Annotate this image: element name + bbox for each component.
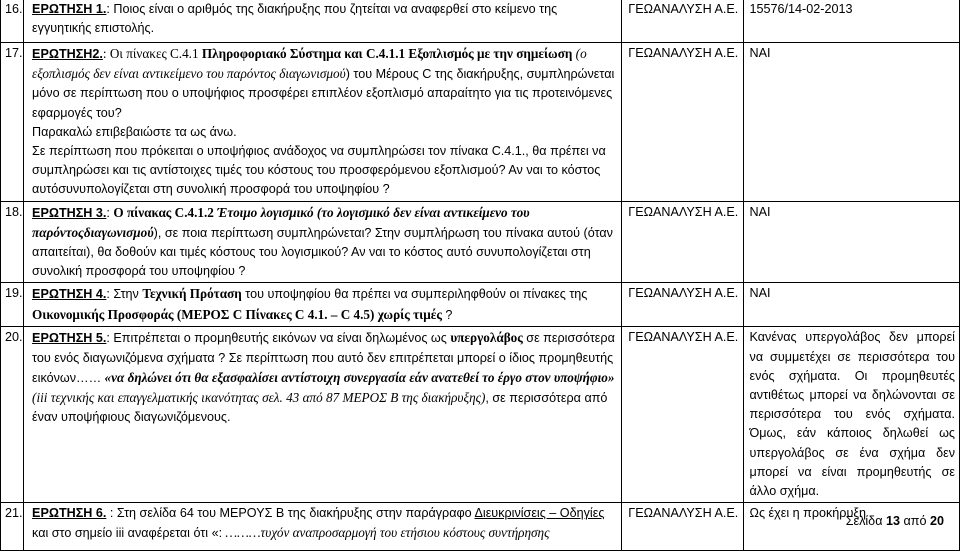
source-cell: ΓΕΩΑΝΑΛΥΣΗ Α.Ε. (622, 503, 743, 551)
question-text: Σε περίπτωση που πρόκειται ο υποψήφιος ανάδοχος να συμπληρώσει τον πίνακα C.4.1., θα πρέπει να συμπληρώσει και τις αντίστοιχες τιμές του κόστους του προσφερόμενου εξοπλισμού? Αν ναι το κόστος αυτόσυνυπολογίζεται στη συνολική προσφορά του υποψηφίου ? (32, 144, 606, 197)
question-text-bold: υπεργολάβος (450, 330, 523, 346)
source-cell: ΓΕΩΑΝΑΛΥΣΗ Α.Ε. (622, 201, 743, 283)
question-text-italic: ο εξοπλισμός δεν είναι αντικείμενο του παρόντος διαγωνισμού (32, 46, 587, 82)
answer-cell: Ως έχει η προκήρυξη (743, 503, 959, 551)
table-row (1, 283, 960, 327)
table-row (1, 201, 960, 283)
answer-cell: ΝΑΙ (743, 283, 959, 327)
source-cell: ΓΕΩΑΝΑΛΥΣΗ Α.Ε. (622, 43, 743, 202)
question-text: ), σε ποια περίπτωση συμπληρώνεται? Στην συμπλήρωση του πίνακα αυτού (όταν απαιτείται), θα δοθούν και τιμές κόστους του λογισμικού? Αν ναι το κόστος αυτό συνυπολογίζεται στη συνολική προσφορά του υποψηφίου ? (32, 225, 613, 279)
question-cell (24, 201, 622, 283)
question-label: ΕΡΩΤΗΣΗ 3. (32, 205, 107, 220)
question-text-bold: Πληροφοριακό Σύστημα και C.4.1.1 Εξοπλισμός με την σημείωση (201, 46, 573, 61)
answer-cell: 15576/14-02-2013 (743, 0, 959, 43)
question-text: : Στην (106, 287, 143, 302)
question-text: ( (572, 46, 581, 61)
table-row (1, 327, 960, 503)
question-cell (24, 43, 622, 202)
answer-cell: ΝΑΙ (743, 201, 959, 283)
question-text: , σε περισσότερα από έναν υποψήφιους διαγωνιζόμενους. (32, 391, 608, 425)
table-row (1, 0, 960, 43)
row-number: 17. (1, 43, 24, 202)
question-cell (24, 0, 622, 43)
question-text: Παρακαλώ επιβεβαιώστε τα ως άνω. (32, 124, 237, 139)
page-separator: από (900, 514, 930, 528)
row-number: 18. (1, 201, 24, 283)
question-text-bold-italic: Έτοιμο λογισμικό (το λογισμικό (217, 204, 394, 220)
source-cell: ΓΕΩΑΝΑΛΥΣΗ Α.Ε. (622, 0, 743, 43)
question-text: : Οι πίνακες C.4.1 (102, 46, 202, 61)
answer-cell: Κανένας υπεργολάβος δεν μπορεί να συμμετέχει σε περισσότερα του ενός σχήματα. Οι προμηθευτές αντιθέτως μπορεί να δηλώνονται σε περισσότερα του ενός σχήματα. Όμως, εάν κάποιος δηλωθεί ως υπεργολάβος σε ένα σχήμα δεν μπορεί να είναι προμηθευτής σε άλλο σχήμα. (743, 327, 959, 503)
table-row (1, 43, 960, 202)
table-row (1, 503, 960, 551)
question-text-underlined: Διευκρινίσεις – Οδηγίες (474, 506, 605, 521)
question-cell (24, 503, 622, 551)
question-text: του υποψηφίου θα πρέπει να συμπεριληφθούν οι πίνακες της (241, 287, 588, 302)
page-label: Σελίδα (845, 514, 886, 528)
source-cell: ΓΕΩΑΝΑΛΥΣΗ Α.Ε. (622, 327, 743, 503)
question-text: : Ποιος είναι ο αριθμός της διακήρυξης που ζητείται να αναφερθεί στο κείμενο της εγγυητικής επιστολής. (32, 2, 558, 36)
question-text-bold: Τεχνική Πρόταση (142, 286, 242, 302)
row-number: 21. (1, 503, 24, 551)
question-label: ΕΡΩΤΗΣΗ 5. (32, 331, 107, 346)
question-label: ΕΡΩΤΗΣΗ 6. (32, 506, 107, 521)
question-text-bold-italic: δεν είναι αντικείμενο του παρόντοςδιαγωνισμού (32, 204, 530, 240)
question-text: σε περισσότερα του ενός διαγωνιζόμενα σχήματα ? Σε περίπτωση που αυτό δεν επιτρέπεται μπορεί ο ίδιος προμηθευτής εικόνων…… (32, 331, 615, 385)
question-text-bold-italic: «να δηλώνει ότι θα εξασφαλίσει αντίστοιχη συνεργασία εάν ανατεθεί το έργο στον υποψήφιο» (101, 369, 615, 385)
question-text-italic: (iii τεχνικής και επαγγελματικής ικανότητας σελ. 43 από 87 ΜΕΡΟΣ Β της διακήρυξης) (32, 390, 486, 406)
source-cell: ΓΕΩΑΝΑΛΥΣΗ Α.Ε. (622, 283, 743, 327)
question-text-bold: Οικονομικής Προσφοράς (ΜΕΡΟΣ C Πίνακες C 4.1. – C 4.5) χωρίς τιμές (32, 306, 442, 322)
question-text-italic: ………τυχόν αναπροσαρμογή του ετήσιου κόστους συντήρησης (222, 525, 550, 541)
question-cell (24, 327, 622, 503)
question-text: : Στη σελίδα 64 του ΜΕΡΟΥΣ Β της διακήρυξης στην παράγραφο (106, 506, 475, 521)
question-text: και στο σημείο iii αναφέρεται ότι «: (32, 526, 223, 541)
question-text-bold: Ο πίνακας C.4.1.2 (113, 204, 218, 220)
question-text: : (106, 205, 114, 220)
row-number: 20. (1, 327, 24, 503)
question-label: ΕΡΩΤΗΣΗ 1. (32, 2, 107, 16)
question-text: : Επιτρέπεται ο προμηθευτής εικόνων να είναι δηλωμένος ως (106, 331, 451, 346)
page-footer (846, 514, 944, 528)
question-text: ? (441, 307, 453, 322)
question-label: ΕΡΩΤΗΣΗ2. (32, 47, 103, 61)
page-total: 20 (929, 514, 944, 528)
page-number: 13 (885, 514, 900, 528)
question-label: ΕΡΩΤΗΣΗ 4. (32, 287, 107, 302)
row-number: 16. (1, 0, 24, 43)
answer-cell: ΝΑΙ (743, 43, 959, 202)
question-text: ) του Μέρους C της διακήρυξης, συμπληρώνεται μόνο σε περίπτωση που ο υποψήφιος προσφέρει επιπλέον εξοπλισμό απαραίτητο για τις προτεινόμενες εφαρμογές του? (32, 67, 615, 120)
row-number: 19. (1, 283, 24, 327)
question-cell (24, 283, 622, 327)
